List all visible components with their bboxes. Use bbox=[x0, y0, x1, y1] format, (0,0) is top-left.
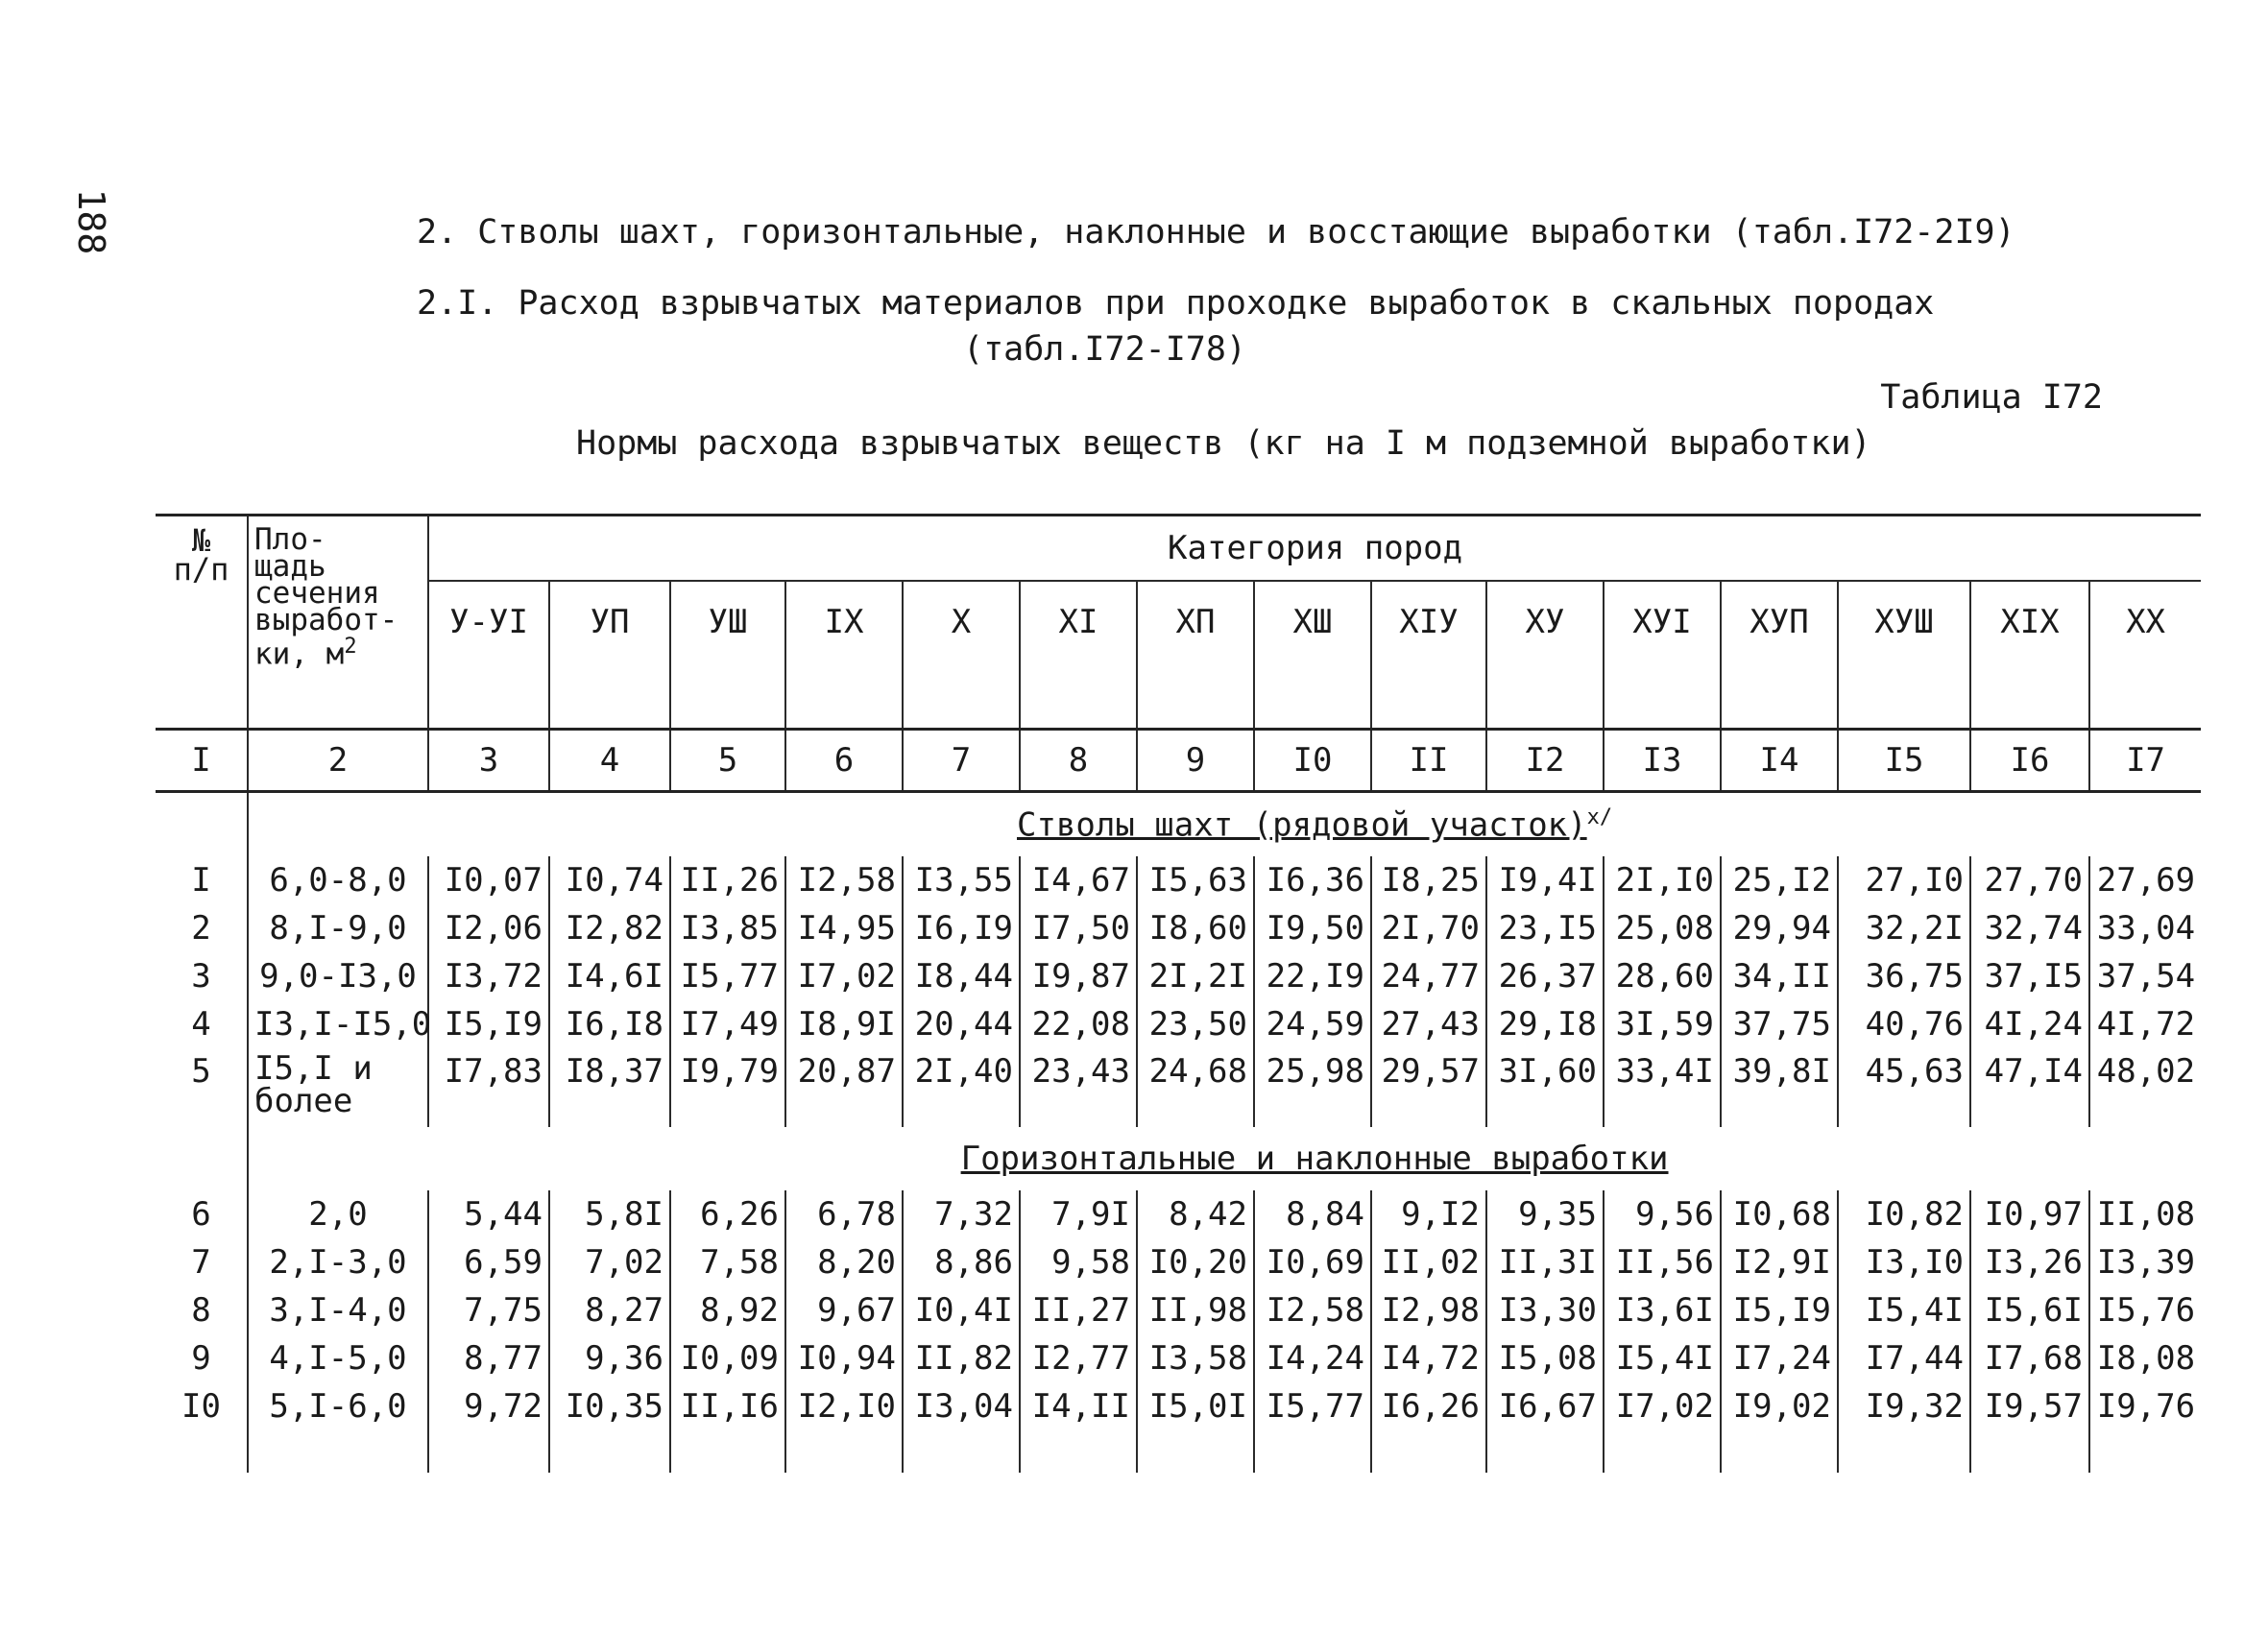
subsection-heading: 2.I. Расход взрывчатых материалов при проходке выработок в скальных породах bbox=[417, 284, 1935, 323]
value-cell: 37,I5 bbox=[1970, 952, 2089, 1000]
column-number: I7 bbox=[2089, 730, 2201, 792]
spacer-cell bbox=[1604, 1430, 1721, 1473]
spacer-cell bbox=[156, 1430, 248, 1473]
value-cell: 8,27 bbox=[549, 1286, 670, 1334]
spacer-cell bbox=[428, 1430, 549, 1473]
category-header: XП bbox=[1137, 581, 1254, 730]
row-area: 3,I-4,0 bbox=[248, 1286, 428, 1334]
section-num-blank bbox=[156, 1127, 248, 1190]
value-cell: I8,37 bbox=[549, 1048, 670, 1127]
value-cell: I2,58 bbox=[1254, 1286, 1371, 1334]
value-cell: I7,24 bbox=[1721, 1334, 1838, 1382]
value-cell: 27,43 bbox=[1371, 1000, 1486, 1048]
value-cell: 23,43 bbox=[1020, 1048, 1137, 1127]
value-cell: I5,I9 bbox=[428, 1000, 549, 1048]
category-header: XУШ bbox=[1838, 581, 1970, 730]
value-cell: I2,77 bbox=[1020, 1334, 1137, 1382]
category-header: XУI bbox=[1604, 581, 1721, 730]
value-cell: I5,76 bbox=[2089, 1286, 2201, 1334]
value-cell: I4,24 bbox=[1254, 1334, 1371, 1382]
section-num-blank bbox=[156, 792, 248, 857]
spacer-cell bbox=[1721, 1430, 1838, 1473]
spacer-cell bbox=[1486, 1430, 1604, 1473]
value-cell: 29,57 bbox=[1371, 1048, 1486, 1127]
value-cell: I5,4I bbox=[1838, 1286, 1970, 1334]
value-cell: I9,50 bbox=[1254, 904, 1371, 952]
value-cell: I7,68 bbox=[1970, 1334, 2089, 1382]
section-title-cell bbox=[428, 1127, 2201, 1190]
header-area bbox=[248, 516, 428, 730]
norms-table bbox=[156, 514, 2201, 1473]
value-cell: II,3I bbox=[1486, 1238, 1604, 1286]
value-cell: II,26 bbox=[670, 856, 785, 904]
value-cell: I9,79 bbox=[670, 1048, 785, 1127]
row-number: 9 bbox=[191, 1339, 211, 1378]
value-cell: II,I6 bbox=[670, 1382, 785, 1430]
value-cell: II,98 bbox=[1137, 1286, 1254, 1334]
column-number: 4 bbox=[549, 730, 670, 792]
spacer-cell bbox=[670, 1430, 785, 1473]
category-header: XШ bbox=[1254, 581, 1371, 730]
category-header: XУ bbox=[1486, 581, 1604, 730]
table-title: Нормы расхода взрывчатых веществ (кг на I м подземной выработки) bbox=[576, 424, 1871, 463]
value-cell: 28,60 bbox=[1604, 952, 1721, 1000]
value-cell: I3,I0 bbox=[1838, 1238, 1970, 1286]
value-cell: I0,94 bbox=[785, 1334, 903, 1382]
value-cell: I2,9I bbox=[1721, 1238, 1838, 1286]
spacer-cell bbox=[2089, 1430, 2201, 1473]
value-cell: 26,37 bbox=[1486, 952, 1604, 1000]
value-cell: 32,74 bbox=[1970, 904, 2089, 952]
value-cell: 47,I4 bbox=[1970, 1048, 2089, 1127]
spacer-cell bbox=[1254, 1430, 1371, 1473]
value-cell: 25,98 bbox=[1254, 1048, 1371, 1127]
value-cell: 7,58 bbox=[670, 1238, 785, 1286]
column-number: 9 bbox=[1137, 730, 1254, 792]
value-cell: 3I,60 bbox=[1486, 1048, 1604, 1127]
value-cell: 9,35 bbox=[1486, 1190, 1604, 1238]
row-number: 6 bbox=[191, 1195, 211, 1234]
footnote-marker: x/ bbox=[1586, 804, 1613, 829]
section-area-blank bbox=[248, 792, 428, 857]
value-cell: 2I,2I bbox=[1137, 952, 1254, 1000]
category-header: XIУ bbox=[1371, 581, 1486, 730]
value-cell: I0,35 bbox=[549, 1382, 670, 1430]
value-cell: 8,77 bbox=[428, 1334, 549, 1382]
value-cell: I5,I9 bbox=[1721, 1286, 1838, 1334]
column-number: I3 bbox=[1604, 730, 1721, 792]
value-cell: I6,I8 bbox=[549, 1000, 670, 1048]
value-cell: 7,9I bbox=[1020, 1190, 1137, 1238]
row-area: 9,0-I3,0 bbox=[248, 952, 428, 1000]
value-cell: I2,I0 bbox=[785, 1382, 903, 1430]
value-cell: I0,4I bbox=[903, 1286, 1020, 1334]
value-cell: I4,II bbox=[1020, 1382, 1137, 1430]
row-area: 8,I-9,0 bbox=[248, 904, 428, 952]
value-cell: 40,76 bbox=[1838, 1000, 1970, 1048]
value-cell: 24,77 bbox=[1371, 952, 1486, 1000]
row-number: I bbox=[191, 861, 211, 900]
value-cell: 4I,72 bbox=[2089, 1000, 2201, 1048]
column-number: I2 bbox=[1486, 730, 1604, 792]
header-area-line: Пло- bbox=[254, 522, 326, 557]
value-cell: I3,85 bbox=[670, 904, 785, 952]
category-header: XУП bbox=[1721, 581, 1838, 730]
value-cell: 22,08 bbox=[1020, 1000, 1137, 1048]
value-cell: 9,67 bbox=[785, 1286, 903, 1334]
value-cell: 9,72 bbox=[428, 1382, 549, 1430]
table-row bbox=[156, 1048, 2201, 1127]
value-cell: II,08 bbox=[2089, 1190, 2201, 1238]
value-cell: I2,98 bbox=[1371, 1286, 1486, 1334]
value-cell: I4,67 bbox=[1020, 856, 1137, 904]
value-cell: 24,68 bbox=[1137, 1048, 1254, 1127]
value-cell: I0,82 bbox=[1838, 1190, 1970, 1238]
table-row bbox=[156, 1190, 2201, 1238]
value-cell: I8,60 bbox=[1137, 904, 1254, 952]
category-header: XX bbox=[2089, 581, 2201, 730]
value-cell: I7,49 bbox=[670, 1000, 785, 1048]
value-cell: 9,58 bbox=[1020, 1238, 1137, 1286]
value-cell: I3,58 bbox=[1137, 1334, 1254, 1382]
section-area-blank bbox=[248, 1127, 428, 1190]
value-cell: I7,02 bbox=[1604, 1382, 1721, 1430]
category-header: XI bbox=[1020, 581, 1137, 730]
column-number: 8 bbox=[1020, 730, 1137, 792]
row-area: I3,I-I5,0 bbox=[248, 1000, 428, 1048]
value-cell: 2I,I0 bbox=[1604, 856, 1721, 904]
value-cell: 39,8I bbox=[1721, 1048, 1838, 1127]
section-heading: 2. Стволы шахт, горизонтальные, наклонные и восстающие выработки (табл.I72-2I9) bbox=[417, 213, 2015, 252]
value-cell: I6,I9 bbox=[903, 904, 1020, 952]
value-cell: 25,I2 bbox=[1721, 856, 1838, 904]
table-row bbox=[156, 1000, 2201, 1048]
value-cell: 22,I9 bbox=[1254, 952, 1371, 1000]
category-header: XIX bbox=[1970, 581, 2089, 730]
row-number: 5 bbox=[191, 1052, 211, 1091]
value-cell: I0,68 bbox=[1721, 1190, 1838, 1238]
value-cell: I6,36 bbox=[1254, 856, 1371, 904]
row-area-line: I5,I и bbox=[254, 1049, 373, 1088]
value-cell: 9,I2 bbox=[1371, 1190, 1486, 1238]
value-cell: 8,92 bbox=[670, 1286, 785, 1334]
value-cell: 23,50 bbox=[1137, 1000, 1254, 1048]
value-cell: 6,78 bbox=[785, 1190, 903, 1238]
value-cell: I9,57 bbox=[1970, 1382, 2089, 1430]
value-cell: I9,87 bbox=[1020, 952, 1137, 1000]
row-area: 4,I-5,0 bbox=[248, 1334, 428, 1382]
row-number: 4 bbox=[191, 1005, 211, 1044]
spacer-cell bbox=[785, 1430, 903, 1473]
header-row-categories bbox=[156, 581, 2201, 730]
column-number: 5 bbox=[670, 730, 785, 792]
value-cell: 25,08 bbox=[1604, 904, 1721, 952]
value-cell: I6,26 bbox=[1371, 1382, 1486, 1430]
value-cell: I0,20 bbox=[1137, 1238, 1254, 1286]
row-area bbox=[248, 1048, 428, 1127]
value-cell: I8,9I bbox=[785, 1000, 903, 1048]
section-row bbox=[156, 1127, 2201, 1190]
spacer-cell bbox=[549, 1430, 670, 1473]
value-cell: 48,02 bbox=[2089, 1048, 2201, 1127]
value-cell: I2,06 bbox=[428, 904, 549, 952]
value-cell: 4I,24 bbox=[1970, 1000, 2089, 1048]
value-cell: I3,30 bbox=[1486, 1286, 1604, 1334]
spacer-cell bbox=[1020, 1430, 1137, 1473]
value-cell: 27,69 bbox=[2089, 856, 2201, 904]
value-cell: I2,82 bbox=[549, 904, 670, 952]
column-number: I4 bbox=[1721, 730, 1838, 792]
row-area-line: более bbox=[254, 1082, 353, 1120]
category-header: X bbox=[903, 581, 1020, 730]
value-cell: I3,72 bbox=[428, 952, 549, 1000]
value-cell: I7,83 bbox=[428, 1048, 549, 1127]
table-row bbox=[156, 856, 2201, 904]
category-header: IX bbox=[785, 581, 903, 730]
value-cell: I8,44 bbox=[903, 952, 1020, 1000]
header-num bbox=[156, 516, 248, 730]
value-cell: I3,39 bbox=[2089, 1238, 2201, 1286]
value-cell: I9,76 bbox=[2089, 1382, 2201, 1430]
header-row-category bbox=[156, 516, 2201, 582]
value-cell: 33,04 bbox=[2089, 904, 2201, 952]
row-number: 3 bbox=[191, 957, 211, 996]
value-cell: I0,69 bbox=[1254, 1238, 1371, 1286]
value-cell: 34,II bbox=[1721, 952, 1838, 1000]
column-number: I6 bbox=[1970, 730, 2089, 792]
category-header: УШ bbox=[670, 581, 785, 730]
subsection-heading-tables: (табл.I72-I78) bbox=[963, 330, 1247, 369]
table-row bbox=[156, 904, 2201, 952]
table-bottom-spacer bbox=[156, 1430, 2201, 1473]
value-cell: 3I,59 bbox=[1604, 1000, 1721, 1048]
value-cell: I4,72 bbox=[1371, 1334, 1486, 1382]
value-cell: 6,59 bbox=[428, 1238, 549, 1286]
header-area-line: щадь bbox=[254, 549, 326, 584]
header-num-label: п/п bbox=[173, 551, 229, 588]
section-row bbox=[156, 792, 2201, 857]
header-row-column-numbers bbox=[156, 730, 2201, 792]
value-cell: 8,20 bbox=[785, 1238, 903, 1286]
header-num-symbol: № bbox=[191, 522, 211, 559]
table-row bbox=[156, 1286, 2201, 1334]
value-cell: 36,75 bbox=[1838, 952, 1970, 1000]
value-cell: I7,50 bbox=[1020, 904, 1137, 952]
column-number: I bbox=[156, 730, 248, 792]
category-header: УП bbox=[549, 581, 670, 730]
value-cell: 27,70 bbox=[1970, 856, 2089, 904]
value-cell: I7,02 bbox=[785, 952, 903, 1000]
value-cell: 45,63 bbox=[1838, 1048, 1970, 1127]
table-row bbox=[156, 1382, 2201, 1430]
value-cell: 20,87 bbox=[785, 1048, 903, 1127]
value-cell: 20,44 bbox=[903, 1000, 1020, 1048]
header-area-line: ки, $м^2$ bbox=[254, 635, 357, 672]
value-cell: II,82 bbox=[903, 1334, 1020, 1382]
column-number: II bbox=[1371, 730, 1486, 792]
value-cell: I9,32 bbox=[1838, 1382, 1970, 1430]
value-cell: I4,6I bbox=[549, 952, 670, 1000]
value-cell: 8,42 bbox=[1137, 1190, 1254, 1238]
value-cell: 29,I8 bbox=[1486, 1000, 1604, 1048]
value-cell: 9,36 bbox=[549, 1334, 670, 1382]
section-title-cell bbox=[428, 792, 2201, 857]
value-cell: 32,2I bbox=[1838, 904, 1970, 952]
header-area-line: выработ- bbox=[254, 603, 398, 637]
value-cell: I5,63 bbox=[1137, 856, 1254, 904]
spacer-cell bbox=[1371, 1430, 1486, 1473]
header-area-line: сечения bbox=[254, 576, 380, 611]
row-area: 2,I-3,0 bbox=[248, 1238, 428, 1286]
value-cell: I0,09 bbox=[670, 1334, 785, 1382]
value-cell: I0,07 bbox=[428, 856, 549, 904]
section-title: Горизонтальные и наклонные выработки bbox=[960, 1140, 1669, 1178]
value-cell: 7,75 bbox=[428, 1286, 549, 1334]
value-cell: I3,04 bbox=[903, 1382, 1020, 1430]
value-cell: 37,75 bbox=[1721, 1000, 1838, 1048]
column-number: 7 bbox=[903, 730, 1020, 792]
value-cell: I7,44 bbox=[1838, 1334, 1970, 1382]
value-cell: I4,95 bbox=[785, 904, 903, 952]
column-number: 3 bbox=[428, 730, 549, 792]
category-title: Категория пород bbox=[428, 516, 2201, 582]
value-cell: 6,26 bbox=[670, 1190, 785, 1238]
value-cell: I5,6I bbox=[1970, 1286, 2089, 1334]
value-cell: 2I,70 bbox=[1371, 904, 1486, 952]
value-cell: 7,32 bbox=[903, 1190, 1020, 1238]
value-cell: I6,67 bbox=[1486, 1382, 1604, 1430]
spacer-cell bbox=[903, 1430, 1020, 1473]
spacer-cell bbox=[1838, 1430, 1970, 1473]
value-cell: I5,77 bbox=[1254, 1382, 1371, 1430]
value-cell: 23,I5 bbox=[1486, 904, 1604, 952]
category-header: У-УI bbox=[428, 581, 549, 730]
value-cell: I8,08 bbox=[2089, 1334, 2201, 1382]
table-label: Таблица I72 bbox=[1880, 378, 2103, 417]
column-number: I5 bbox=[1838, 730, 1970, 792]
value-cell: 8,86 bbox=[903, 1238, 1020, 1286]
value-cell: I5,77 bbox=[670, 952, 785, 1000]
row-area: 6,0-8,0 bbox=[248, 856, 428, 904]
value-cell: I5,0I bbox=[1137, 1382, 1254, 1430]
value-cell: 33,4I bbox=[1604, 1048, 1721, 1127]
value-cell: 8,84 bbox=[1254, 1190, 1371, 1238]
value-cell: I3,6I bbox=[1604, 1286, 1721, 1334]
table-row bbox=[156, 1334, 2201, 1382]
value-cell: I5,08 bbox=[1486, 1334, 1604, 1382]
value-cell: I5,4I bbox=[1604, 1334, 1721, 1382]
spacer-cell bbox=[248, 1430, 428, 1473]
value-cell: 7,02 bbox=[549, 1238, 670, 1286]
value-cell: II,56 bbox=[1604, 1238, 1721, 1286]
value-cell: I0,74 bbox=[549, 856, 670, 904]
value-cell: 9,56 bbox=[1604, 1190, 1721, 1238]
value-cell: I9,4I bbox=[1486, 856, 1604, 904]
value-cell: I3,55 bbox=[903, 856, 1020, 904]
row-number: I0 bbox=[181, 1387, 221, 1426]
value-cell: I3,26 bbox=[1970, 1238, 2089, 1286]
table-row bbox=[156, 1238, 2201, 1286]
value-cell: I8,25 bbox=[1371, 856, 1486, 904]
column-number: 6 bbox=[785, 730, 903, 792]
value-cell: I2,58 bbox=[785, 856, 903, 904]
value-cell: 37,54 bbox=[2089, 952, 2201, 1000]
section-title: Стволы шахт (рядовой участок) bbox=[1017, 805, 1587, 845]
column-number: I0 bbox=[1254, 730, 1371, 792]
spacer-cell bbox=[1137, 1430, 1254, 1473]
row-number: 2 bbox=[191, 909, 211, 948]
value-cell: I0,97 bbox=[1970, 1190, 2089, 1238]
value-cell: II,02 bbox=[1371, 1238, 1486, 1286]
value-cell: II,27 bbox=[1020, 1286, 1137, 1334]
column-number: 2 bbox=[248, 730, 428, 792]
value-cell: 24,59 bbox=[1254, 1000, 1371, 1048]
row-number: 7 bbox=[191, 1243, 211, 1282]
value-cell: 2I,40 bbox=[903, 1048, 1020, 1127]
value-cell: I9,02 bbox=[1721, 1382, 1838, 1430]
value-cell: 5,44 bbox=[428, 1190, 549, 1238]
row-area: 2,0 bbox=[248, 1190, 428, 1238]
row-number: 8 bbox=[191, 1291, 211, 1330]
table-row bbox=[156, 952, 2201, 1000]
value-cell: 29,94 bbox=[1721, 904, 1838, 952]
value-cell: 27,I0 bbox=[1838, 856, 1970, 904]
value-cell: 5,8I bbox=[549, 1190, 670, 1238]
page-number: 188 bbox=[70, 188, 112, 255]
spacer-cell bbox=[1970, 1430, 2089, 1473]
row-area: 5,I-6,0 bbox=[248, 1382, 428, 1430]
